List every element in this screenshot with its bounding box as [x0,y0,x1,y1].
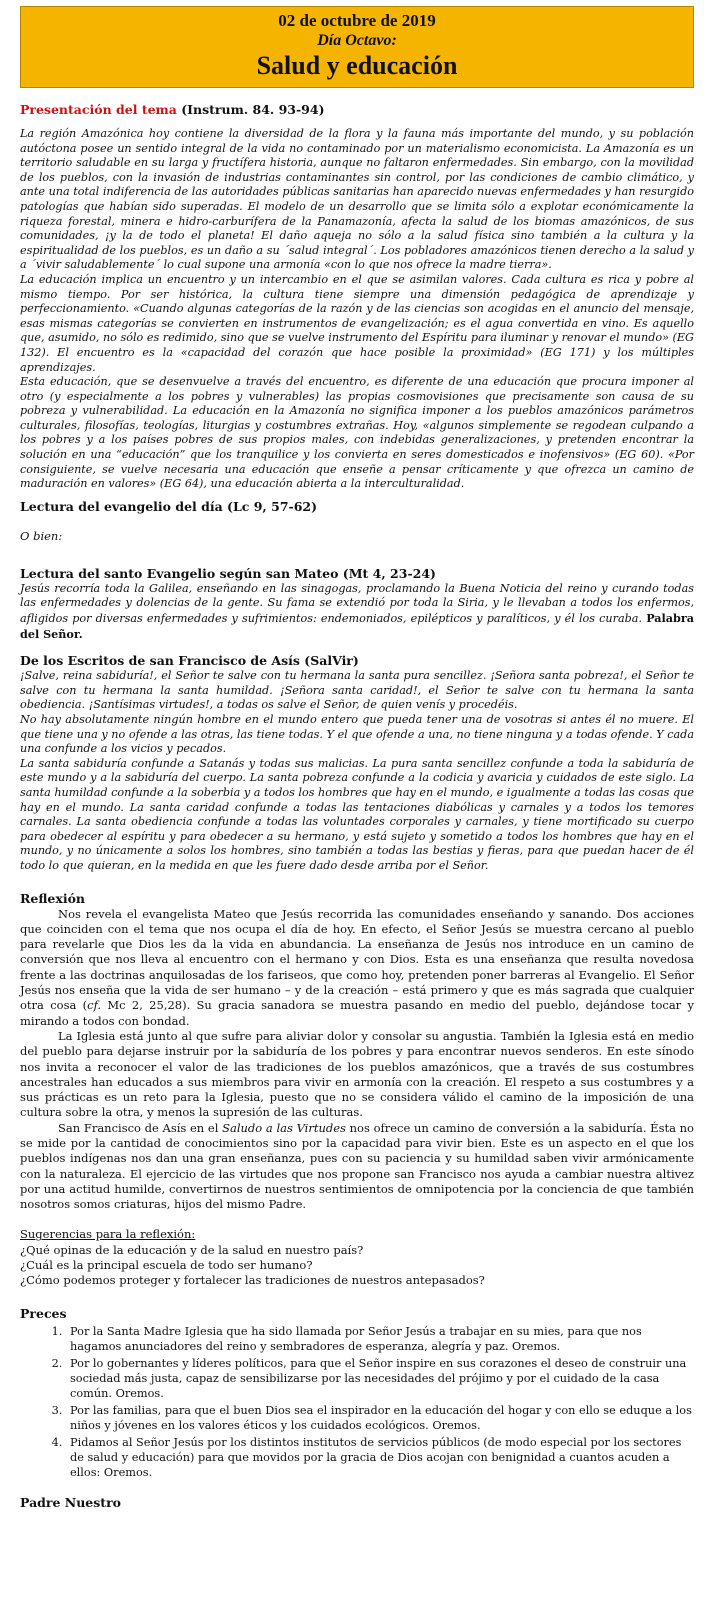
matthew-text: Jesús recorría toda la Galilea, enseñando en las sinagogas, proclamando la Buena Noticia del reino y curando todas las enfermedades y dolencias de la gente. Su fama se extendió por toda la Siria, y le llevaban a todos los enfermos, afligidos por diversas enfermedades y sufrimientos: endemoniados, epilépticos y paralíticos, y él los curaba. [20,581,694,626]
francis-paragraph-2: No hay absolutamente ningún hombre en el mundo entero que pueda tener una de vosotras si antes él no muere. El que tiene una y no ofende a las otras, las tiene todas. Y el que ofende a una, no tiene ninguna y a todas ofende. Y cada una confunde a los vicios y pecados. [20,713,694,756]
reflection-p1-b: Mc 2, 25,28). Su gracia sanadora se muestra pasando en medio del pueblo, dejándose tocar y mirando a todos con bondad. [20,998,694,1028]
presentation-heading [20,102,694,117]
prayer-item-3: 3. Por las familias, para que el buen Dios sea el inspirador en la educación del hogar y con ello se eduque a los niños y jóvenes en los valores éticos y los cuidados ecológicos. Oremos. [66,1403,694,1433]
francis-heading: De los Escritos de san Francisco de Asís (SalVir) [20,653,359,669]
header-day: Día Octavo: [317,32,397,49]
our-father-heading: Padre Nuestro [20,1494,121,1510]
daily-gospel-heading: Lectura del evangelio del día (Lc 9, 57-62) [20,498,318,514]
suggestion-question-2: ¿Cuál es la principal escuela de todo ser humano? [20,1258,313,1273]
prayers-heading: Preces [20,1305,67,1321]
suggestions-title: Sugerencias para la reflexión: [20,1227,196,1242]
page-title: Salud y educación [256,51,458,80]
reflection-p1-a: Nos revela el evangelista Mateo que Jesús recorrida las comunidades enseñando y sanando. Dos acciones que coinciden con el tema que nos ocupa el día de hoy. En efecto, el Señor Jesús se muestra cercano al pueblo para revelarle que Dios les da la vida en abundancia. La enseñanza de Jesús nos introduce en un camino de conversión que nos lleva al encuentro con el hermano y con Dios. Esta es una enseñanza que resulta novedosa frente a las doctrinas anquilosadas de los fariseos, que como hoy, pretenden poner barreras al Evangelio. El Señor Jesús nos enseña que la vida de ser humano – y de la creación – está primero y que es más sagrada que cualquier otra cosa ( [20,906,694,1013]
intro-paragraph-1: La región Amazónica hoy contiene la diversidad de la flora y la fauna más importante del mundo, y su población autóctona posee un sentido integral de la vida no contaminado por un materialismo economicista. La Amazonía es un territorio saludable en su larga y fructífera historia, aunque no faltaron enfermedades. Sin embargo, con la movilidad de los pueblos, con la invasión de industrias contaminantes sin control, por las condiciones de cambio climático, y ante una total indiferencia de las autoridades públicas sanitarias han aparecido nuevas enfermedades y han resurgido patologías que habían sido superadas. El modelo de un desarrollo que se limita sólo a explotar económicamente la riqueza forestal, minera e hidro-carburífera de la Panamazonía, afecta la salud de los biomas amazónicos, de sus comunidades, ¡y la de todo el planeta! El daño aqueja no sólo a la salud física sino también a la cultura y la espiritualidad de los pueblos, es un daño a su ´salud integral´. Los pobladores amazónicos tienen derecho a la salud y a ´vivir saludablemente´ lo cual supone una armonía «con lo que nos ofrece la madre tierra». [20,127,694,272]
header-date: 02 de octubre de 2019 [278,11,436,30]
reflection-paragraph-3 [20,1121,694,1213]
reflection-p3-b: nos ofrece un camino de conversión a la sabiduría. Ésta no se mide por la cantidad de conocimientos sino por la capacidad para vivir bien. Este es un aspecto en el que los pueblos indígenas nos dan una gran enseñanza, pues con su paciencia y su humildad saben vivir armónicamente con la naturaleza. El ejercicio de las virtudes que nos propone san Francisco nos ayuda a cambiar nuestra altivez por una actitud humilde, convertirnos de nuestros sentimientos de omnipotencia por la conciencia de que también nosotros somos criaturas, hijos del mismo Padre. [20,1120,694,1212]
francis-paragraph-3: La santa sabiduría confunde a Satanás y todas sus malicias. La pura santa sencillez confunde a toda la sabiduría de este mundo y a la sabiduría del cuerpo. La santa pobreza confunde a la codicia y avaricia y cuidados de este siglo. La santa humildad confunde a la soberbia y a todos los hombres que hay en el mundo, e igualmente a todas las cosas que hay en el mundo. La santa caridad confunde a todas las tentaciones diabólicas y carnales y a todos los temores carnales. La santa obediencia confunde a todas las voluntades corporales y carnales, y tiene mortificado su cuerpo para obedecer al espíritu y para obedecer a su hermano, y está sujeto y sometido a todos los hombres que hay en el mundo, y no únicamente a solos los hombres, sino también a todas las bestias y fieras, para que puedan hacer de él todo lo que quieran, en la medida en que les fuere dado desde arriba por el Señor. [20,756,694,872]
document-page [0,6,711,1606]
prayer-item-2: 2. Por lo gobernantes y líderes políticos, para que el Señor inspire en sus corazones el deseo de construir una sociedad más justa, capaz de sensibilizarse por las necesidades del prójimo y por el cuidado de la casa común. Oremos. [66,1356,694,1401]
intro-section [20,127,694,492]
prayers-list [20,1324,694,1480]
suggestion-question-3: ¿Cómo podemos proteger y fortalecer las tradiciones de nuestros antepasados? [20,1273,485,1288]
prayer-item-4: 4. Pidamos al Señor Jesús por los distintos institutos de servicios públicos (de modo especial por los sectores de salud y educación) para que movidos por la gracia de Dios acojan con benignidad a cuantos acuden a ellos: Oremos. [66,1435,694,1480]
or-else-label: O bien: [20,528,63,543]
reflection-heading: Reflexión [20,890,86,906]
intro-paragraph-3: Esta educación, que se desenvuelve a través del encuentro, es diferente de una educación que procura imponer al otro (y especialmente a los pobres y vulnerables) las propias cosmovisiones que precisamente son causa de su pobreza y vulnerabilidad. La educación en la Amazonía no significa imponer a los pueblos amazónicos parámetros culturales, filosofías, teologías, liturgias y costumbres extrañas. Hoy, «algunos simplemente se regodean culpando a los pobres y a los países pobres de sus propios males, con indebidas generalizaciones, y pretenden encontrar la solución en una “educación” que los tranquilice y los convierta en seres domesticados e inofensivos» (EG 60). «Por consiguiente, se vuelve necesaria una educación que enseñe a pensar críticamente y que ofrezca un camino de maduración en valores» (EG 64), una educación abierta a la interculturalidad. [20,375,694,491]
suggestion-question-1: ¿Qué opinas de la educación y de la salud en nuestro país? [20,1242,364,1257]
header-banner [20,6,694,88]
reflection-p1-cf: cf. [87,998,102,1013]
matthew-heading: Lectura del santo Evangelio según san Mateo (Mt 4, 23-24) [20,565,436,581]
prayer-item-1: 1. Por la Santa Madre Iglesia que ha sido llamada por Señor Jesús a trabajar en su mies, para que nos hagamos anunciadores del reino y sembradores de esperanza, alegría y paz. Oremos. [66,1324,694,1354]
intro-paragraph-2: La educación implica un encuentro y un intercambio en el que se asimilan valores. Cada cultura es rica y pobre al mismo tiempo. Por ser histórica, la cultura tiene siempre una dimensión pedagógica de aprendizaje y perfeccionamiento. «Cuando algunas categorías de la razón y de las ciencias son acogidas en el anuncio del mensaje, esas mismas categorías se convierten en instrumentos de evangelización; es el agua convertida en vino. Es aquello que, asumido, no sólo es redimido, sino que se vuelve instrumento del Espíritu para iluminar y renovar el mundo» (EG 132). El encuentro es la «capacidad del corazón que hace posible la proximidad» (EG 171) y los múltiples aprendizajes. [20,272,694,374]
reflection-paragraph-1 [20,907,694,1029]
reflection-paragraph-2: La Iglesia está junto al que sufre para aliviar dolor y consolar su angustia. También la Iglesia está en medio del pueblo para dejarse instruir por la sabiduría de los pobres y para encontrar nuevos senderos. En este sínodo nos invita a reconocer el valor de las tradiciones de los pueblos amazónicos, que a través de sus costumbres ancestrales han educados a sus miembros para vivir en armonía con la creación. El respeto a sus costumbres y a sus prácticas es un reto para la Iglesia, puesto que no se considera válido el camino de la imposición de una cultura sobre la otra, y menos la supresión de las culturas. [20,1028,694,1120]
presentation-reference: (Instrum. 84. 93-94) [181,102,325,117]
francis-paragraph-1: ¡Salve, reina sabiduría!, el Señor te salve con tu hermana la santa pura sencillez. ¡Señora santa pobreza!, el Señor te salve con tu hermana la santa humildad. ¡Señora santa caridad!, el Señor te salve con tu hermana la santa obediencia. ¡Santísimas virtudes!, a todas os salve el Señor, de quien venís y procedéis. [20,669,694,712]
presentation-label: Presentación del tema [20,102,177,117]
matthew-reading [20,582,694,642]
reflection-p3-a: San Francisco de Asís en el [58,1120,223,1135]
reflection-p3-italic: Saludo a las Virtudes [222,1120,346,1135]
matthew-closing: Palabra del Señor. [20,611,695,641]
